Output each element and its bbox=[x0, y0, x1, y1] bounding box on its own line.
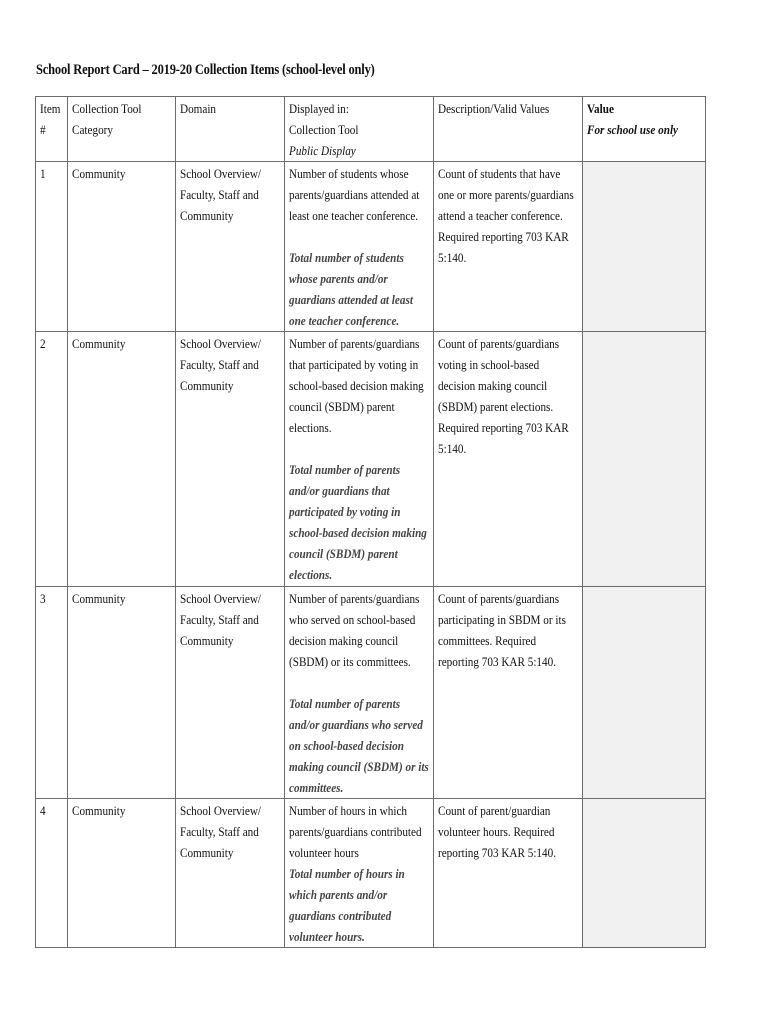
row-item-number: 3 bbox=[36, 587, 68, 799]
table-row bbox=[36, 332, 706, 587]
header-displayed-in bbox=[285, 97, 434, 162]
row-public-display-text: Total number of students whose parents and/or guardians attended at least one teacher conference. bbox=[289, 250, 413, 328]
row-category: Community bbox=[68, 332, 176, 587]
row-domain: School Overview/ Faculty, Staff and Community bbox=[176, 799, 285, 948]
row-displayed-in bbox=[285, 799, 434, 948]
row-collection-tool-text: Number of parents/guardians who served on school-based decision making council (SBDM) or its committees. bbox=[289, 591, 420, 669]
row-item-number: 2 bbox=[36, 332, 68, 587]
table-row bbox=[36, 799, 706, 948]
row-value-field[interactable] bbox=[583, 799, 706, 948]
table-header-row bbox=[36, 97, 706, 162]
row-category: Community bbox=[68, 162, 176, 332]
header-item-line1: Item bbox=[40, 101, 61, 116]
row-collection-tool-text: Number of students whose parents/guardians attended at least one teacher conference. bbox=[289, 166, 420, 223]
header-domain: Domain bbox=[176, 97, 285, 162]
row-domain: School Overview/ Faculty, Staff and Community bbox=[176, 332, 285, 587]
row-value-field[interactable] bbox=[583, 332, 706, 587]
header-item-number bbox=[36, 97, 68, 162]
row-public-display-text: Total number of parents and/or guardians that participated by voting in school-based decision making council (SBDM) parent elections. bbox=[289, 462, 427, 582]
row-collection-tool-text: Number of parents/guardians that participated by voting in school-based decision making council (SBDM) parent elections. bbox=[289, 336, 424, 435]
header-displayed-label: Displayed in: bbox=[289, 101, 349, 116]
row-value-field[interactable] bbox=[583, 587, 706, 799]
header-value-label: Value bbox=[587, 101, 614, 116]
row-domain: School Overview/ Faculty, Staff and Community bbox=[176, 587, 285, 799]
row-description: Count of parents/guardians voting in school-based decision making council (SBDM) parent elections. Required reporting 703 KAR 5:140. bbox=[434, 332, 583, 587]
header-category-line1: Collection Tool bbox=[72, 101, 142, 116]
header-category-line2: Category bbox=[72, 122, 113, 137]
collection-items-table bbox=[35, 96, 706, 948]
row-item-number: 1 bbox=[36, 162, 68, 332]
header-displayed-public-display: Public Display bbox=[289, 143, 356, 158]
row-value-field[interactable] bbox=[583, 162, 706, 332]
row-collection-tool-text: Number of hours in which parents/guardians contributed volunteer hours bbox=[289, 803, 422, 860]
table-row bbox=[36, 587, 706, 799]
row-description: Count of students that have one or more parents/guardians attend a teacher conference. Required reporting 703 KAR 5:140. bbox=[434, 162, 583, 332]
row-description: Count of parent/guardian volunteer hours. Required reporting 703 KAR 5:140. bbox=[434, 799, 583, 948]
row-public-display-text: Total number of parents and/or guardians who served on school-based decision making council (SBDM) or its committees. bbox=[289, 696, 429, 795]
row-displayed-in bbox=[285, 332, 434, 587]
row-category: Community bbox=[68, 587, 176, 799]
row-domain: School Overview/ Faculty, Staff and Community bbox=[176, 162, 285, 332]
row-public-display-text: Total number of hours in which parents and/or guardians contributed volunteer hours. bbox=[289, 866, 405, 944]
header-category bbox=[68, 97, 176, 162]
header-displayed-collection-tool: Collection Tool bbox=[289, 122, 359, 137]
row-displayed-in bbox=[285, 162, 434, 332]
row-item-number: 4 bbox=[36, 799, 68, 948]
table-row bbox=[36, 162, 706, 332]
header-description: Description/Valid Values bbox=[434, 97, 583, 162]
page-title: School Report Card – 2019-20 Collection Items (school-level only) bbox=[36, 62, 375, 78]
row-category: Community bbox=[68, 799, 176, 948]
header-value-note: For school use only bbox=[587, 122, 679, 137]
header-item-line2: # bbox=[40, 122, 46, 137]
row-description: Count of parents/guardians participating in SBDM or its committees. Required reporting 703 KAR 5:140. bbox=[434, 587, 583, 799]
header-value bbox=[583, 97, 706, 162]
row-displayed-in bbox=[285, 587, 434, 799]
